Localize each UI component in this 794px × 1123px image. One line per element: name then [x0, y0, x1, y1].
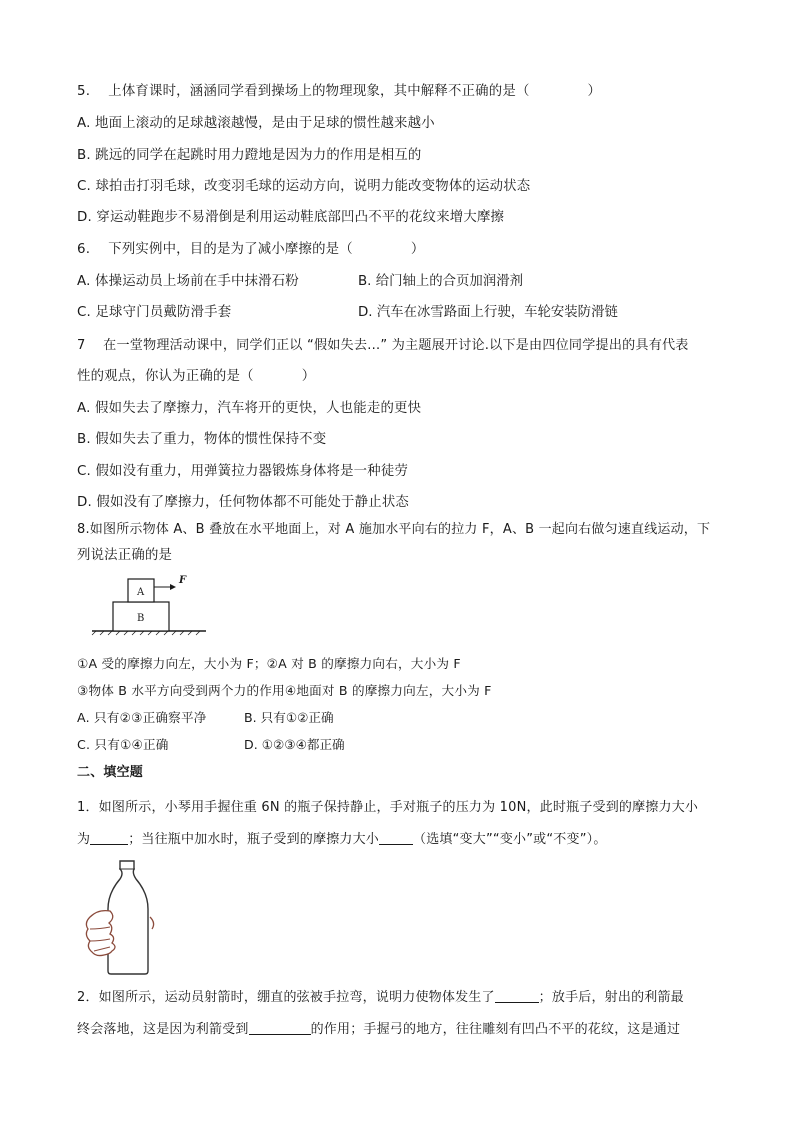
q5-stem	[77, 83, 601, 101]
answer-blank[interactable]	[379, 830, 413, 845]
q8-option-b: B. 只有①②正确	[244, 710, 334, 725]
q8-stem-line1: 8.如图所示物体 A、B 叠放在水平地面上，对 A 施加水平向右的拉力 F，A、B 一起向右做匀速直线运动，下	[77, 522, 711, 537]
q7-option-d: D. 假如没有了摩擦力，任何物体都不可能处于静止状态	[77, 495, 410, 510]
block-b-label: B	[137, 613, 145, 624]
q7-stem-line1: 7 在一堂物理活动课中，同学们正以 “假如失去…” 为主题展开讨论.以下是由四位同学提出的具有代表	[77, 338, 689, 353]
q8-statements-line1: ①A 受的摩擦力向左，大小为 F；②A 对 B 的摩擦力向右，大小为 F	[77, 656, 461, 671]
q6-option-b: B. 给门轴上的合页加润滑剂	[358, 274, 523, 289]
fill1-line2	[77, 830, 607, 849]
q7-option-b: B. 假如失去了重力，物体的惯性保持不变	[77, 432, 327, 447]
bottle-outline	[108, 861, 148, 974]
q6-option-d: D. 汽车在冰雪路面上行驶，车轮安装防滑链	[358, 305, 618, 320]
fill2-text-b: ；放手后，射出的利箭最	[538, 990, 684, 1005]
q5-option-a: A. 地面上滚动的足球越滚越慢，是由于足球的惯性越来越小	[77, 116, 435, 131]
block-a-label: A	[137, 587, 145, 598]
answer-blank[interactable]	[90, 830, 128, 845]
q7-option-c: C. 假如没有重力，用弹簧拉力器锻炼身体将是一种徒劳	[77, 464, 409, 479]
answer-blank[interactable]	[249, 1020, 311, 1035]
q8-option-d: D. ①②③④都正确	[244, 737, 345, 752]
q7-stem-line2	[77, 368, 315, 386]
q8-statements-line2: ③物体 B 水平方向受到两个力的作用④地面对 B 的摩擦力向左，大小为 F	[77, 683, 492, 698]
q5-option-b: B. 跳远的同学在起跳时用力蹬地是因为力的作用是相互的	[77, 148, 422, 163]
fill2-text-c: 终会落地，这是因为利箭受到	[77, 1022, 249, 1037]
q6-stem-text: 6. 下列实例中，目的是为了减小摩擦的是（	[77, 242, 353, 257]
fill1-text-a: 为	[77, 832, 91, 847]
fill1-line1-text: 1．如图所示，小琴用手握住重 6N 的瓶子保持静止，手对瓶子的压力为 10N，此时瓶子受到的摩擦力大小	[77, 800, 699, 815]
stacked-blocks-figure	[90, 570, 210, 636]
q5-stem-text: 5. 上体育课时，涵涵同学看到操场上的物理现象，其中解释不正确的是（	[77, 84, 530, 99]
fill1-line1	[77, 799, 698, 817]
q6-stem-end: ）	[410, 242, 425, 257]
q8-option-c: C. 只有①④正确	[77, 737, 169, 752]
bottle-in-hand-figure	[76, 857, 158, 977]
fill2-text-a: 2．如图所示，运动员射箭时，绷直的弦被手拉弯，说明力使物体发生了	[77, 990, 495, 1005]
fill2-text-d: 的作用；手握弓的地方，往往雕刻有凹凸不平的花纹，这是通过	[310, 1022, 681, 1037]
fill1-text-c: （选填“变大”“变小”或“不变”）。	[413, 832, 607, 847]
q5-option-c: C. 球拍击打羽毛球，改变羽毛球的运动方向，说明力能改变物体的运动状态	[77, 179, 531, 194]
section-title: 二、填空题	[77, 765, 144, 780]
fill2-line1	[77, 988, 684, 1007]
q8-option-a: A. 只有②③正确察平净	[77, 710, 207, 725]
force-label: F	[179, 575, 187, 586]
q7-stem-end: ）	[301, 369, 316, 384]
q6-stem	[77, 241, 424, 259]
thumb-tip	[150, 917, 154, 929]
q5-option-d: D. 穿运动鞋跑步不易滑倒是利用运动鞋底部凹凸不平的花纹来增大摩擦	[77, 210, 505, 225]
fill1-text-b: ；当往瓶中加水时，瓶子受到的摩擦力大小	[128, 832, 380, 847]
answer-blank[interactable]	[495, 988, 539, 1003]
q6-option-c: C. 足球守门员戴防滑手套	[77, 305, 232, 320]
q5-stem-end: ）	[587, 84, 602, 99]
q8-stem-line2: 列说法正确的是	[77, 548, 173, 563]
fill2-line2	[77, 1020, 680, 1039]
q6-option-a: A. 体操运动员上场前在手中抹滑石粉	[77, 274, 299, 289]
force-arrowhead	[170, 584, 176, 590]
q7-option-a: A. 假如失去了摩擦力，汽车将开的更快，人也能走的更快	[77, 401, 422, 416]
q7-stem-text: 性的观点，你认为正确的是（	[77, 369, 254, 384]
